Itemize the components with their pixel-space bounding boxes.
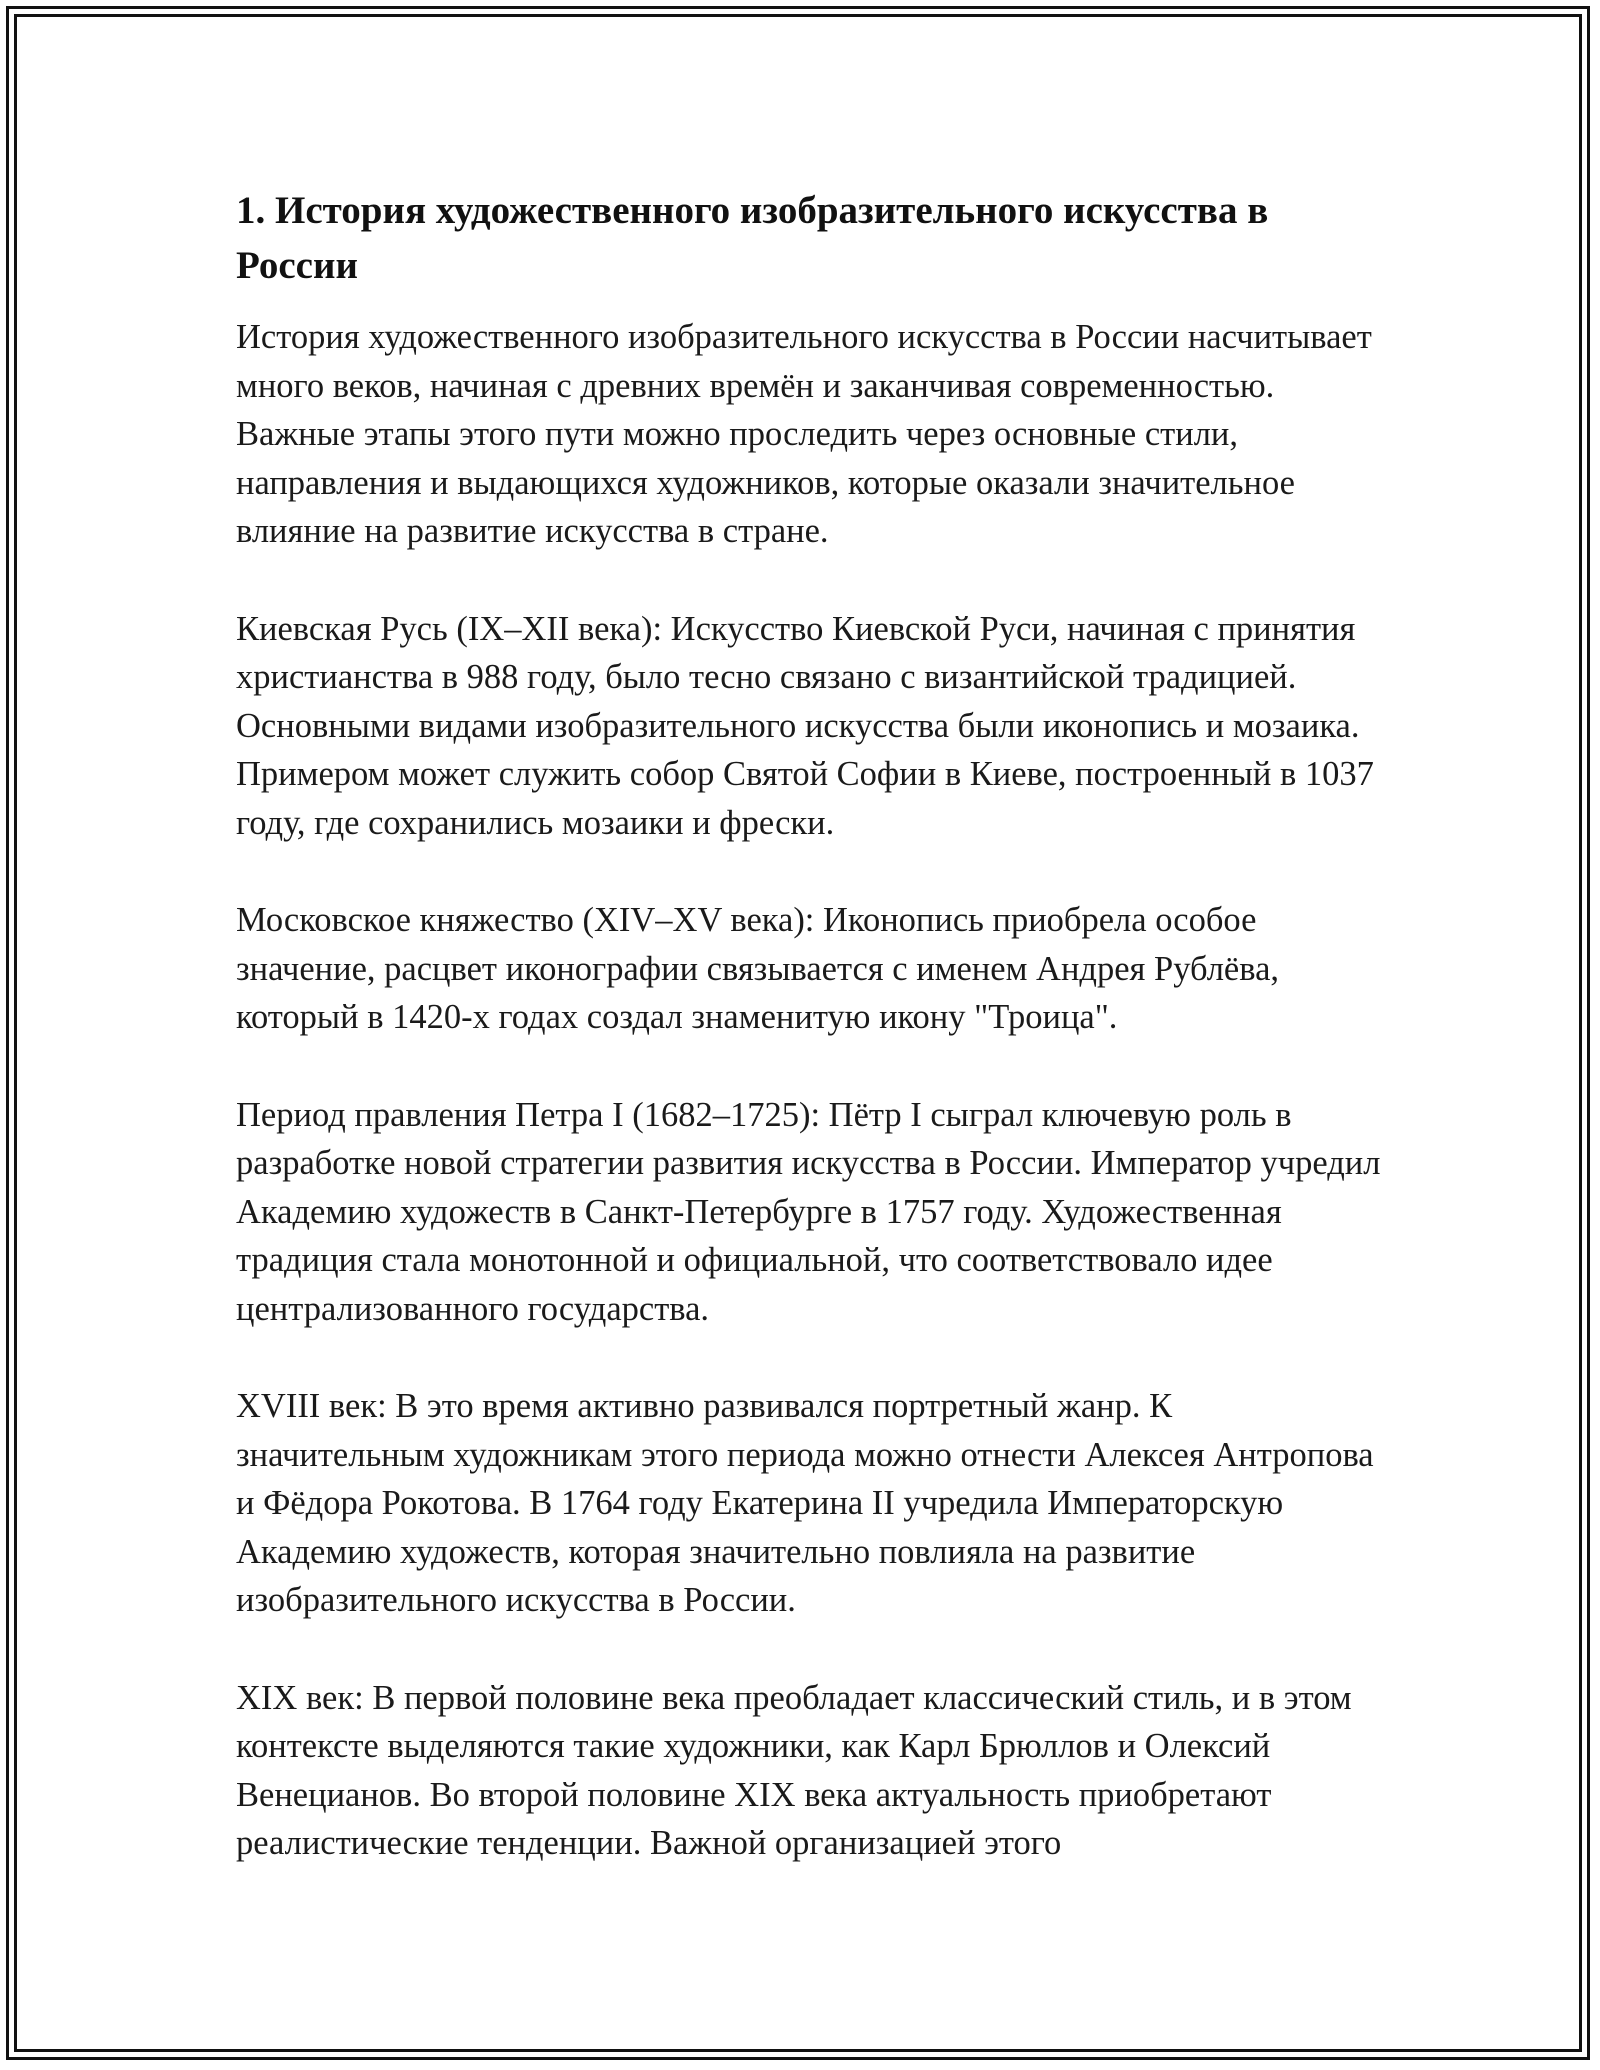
- paragraph-kievan-rus: Киевская Русь (IX–XII века): Искусство Киевской Руси, начиная с принятия христианства в 988 году, было тесно связано с византийской традицией. Основными видами изобразительного искусства были иконопись и мозаика. Примером может служить собор Святой Софии в Киеве, построенный в 1037 году, где сохранились мозаики и фрески.: [236, 609, 1374, 842]
- paragraph-18th-century: XVIII век: В это время активно развивался портретный жанр. К значительным художникам этого периода можно отнести Алексея Антропова и Фёдора Рокотова. В 1764 году Екатерина II учредила Императорскую Академию художеств, которая значительно повлияла на развитие изобразительного искусства в России.: [236, 1387, 1374, 1619]
- document-body: [236, 183, 1386, 1917]
- paragraph-19th-century: XIX век: В первой половине века преобладает классический стиль, и в этом контексте выделяются такие художники, как Карл Брюллов и Олексий Венецианов. Во второй половине XIX века актуальность приобретают реалистические тенденции. Важной организацией этого: [236, 1678, 1352, 1862]
- paragraph-peter-the-great: Период правления Петра I (1682–1725): Пётр I сыграл ключевую роль в разработке новой стратегии развития искусства в России. Император учредил Академию художеств в Санкт-Петербурге в 1757 году. Художественная традиция стала монотонной и официальной, что соответствовало идее централизованного государства.: [236, 1095, 1381, 1328]
- paragraph-moscow-principality: Московское княжество (XIV–XV века): Иконопись приобрела особое значение, расцвет иконографии связывается с именем Андрея Рублёва, который в 1420-х годах создал знаменитую икону "Троица".: [236, 901, 1280, 1036]
- section-heading: 1. История художественного изобразительного искусства в России: [236, 189, 1269, 287]
- paragraph-intro: История художественного изобразительного искусства в России насчитывает много веков, начиная с древних времён и заканчивая современностью. Важные этапы этого пути можно проследить через основные стили, направления и выдающихся художников, которые оказали значительное влияние на развитие искусства в стране.: [236, 318, 1372, 550]
